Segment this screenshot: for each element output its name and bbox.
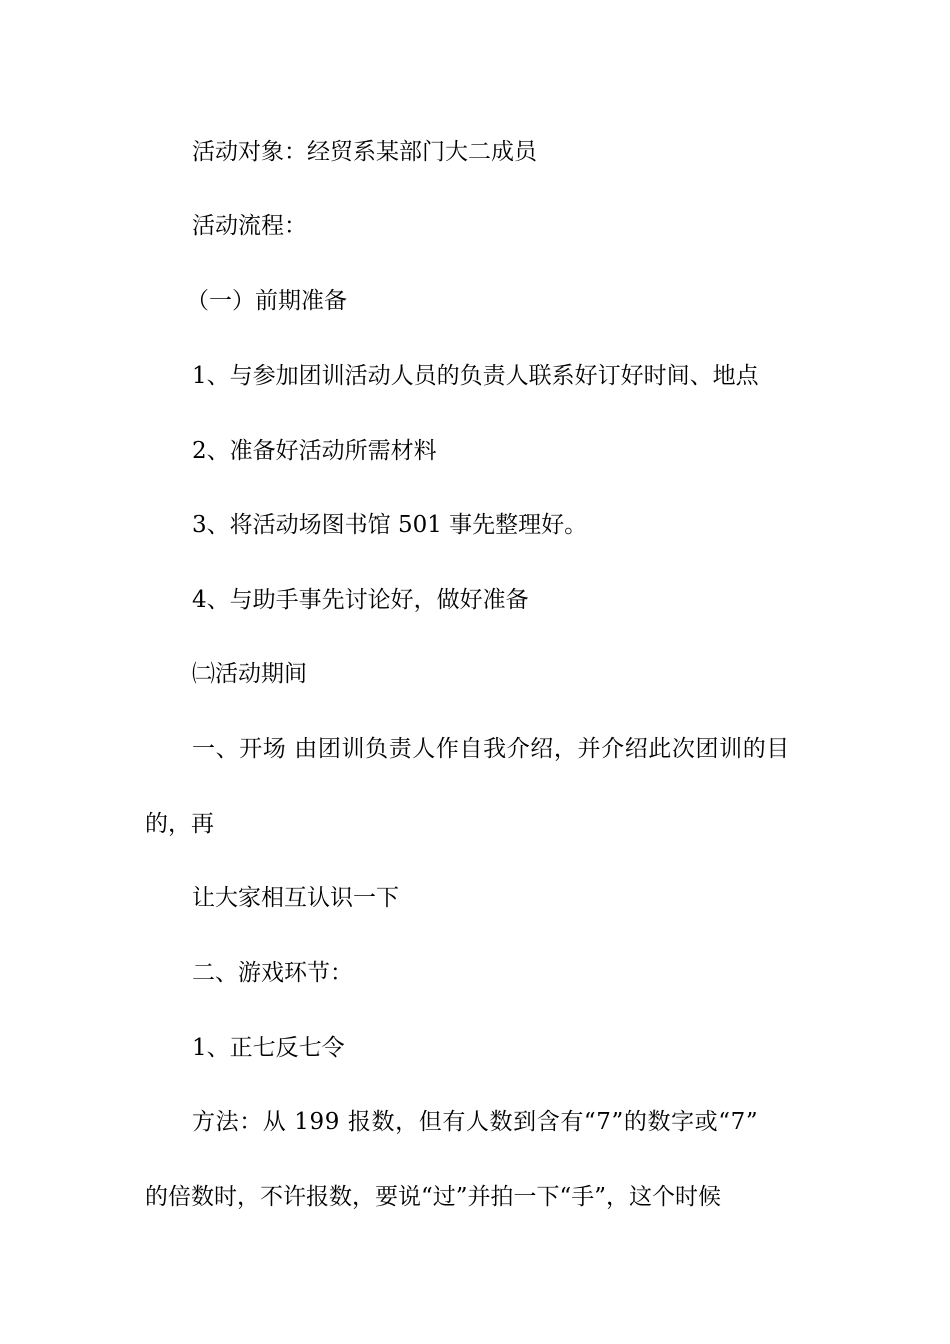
paragraph-opening-continued: 的，再: [145, 811, 214, 837]
paragraph-opening: 一、开场 由团训负责人作自我介绍，并介绍此次团训的目: [192, 736, 790, 762]
section-heading-during-activity: ㈡活动期间: [192, 661, 307, 687]
paragraph-game-method-continued: 的倍数时，不许报数，要说“过”并拍一下“手”，这个时候: [145, 1184, 722, 1210]
list-item-prep-1: 1、与参加团训活动人员的负责人联系好订好时间、地点: [192, 363, 759, 389]
paragraph-activity-target: 活动对象：经贸系某部门大二成员: [192, 139, 537, 165]
paragraph-activity-process: 活动流程：: [192, 213, 307, 239]
section-heading-games: 二、游戏环节：: [192, 960, 353, 986]
list-item-prep-4: 4、与助手事先讨论好，做好准备: [192, 587, 529, 613]
section-heading-preparation: （一）前期准备: [186, 288, 347, 314]
list-item-prep-2: 2、准备好活动所需材料: [192, 438, 437, 464]
paragraph-game-method: 方法：从 199 报数，但有人数到含有“7”的数字或“7”: [192, 1109, 759, 1135]
list-item-prep-3: 3、将活动场图书馆 501 事先整理好。: [192, 512, 588, 538]
paragraph-introductions: 让大家相互认识一下: [192, 885, 399, 911]
list-item-game-1: 1、正七反七令: [192, 1035, 345, 1061]
